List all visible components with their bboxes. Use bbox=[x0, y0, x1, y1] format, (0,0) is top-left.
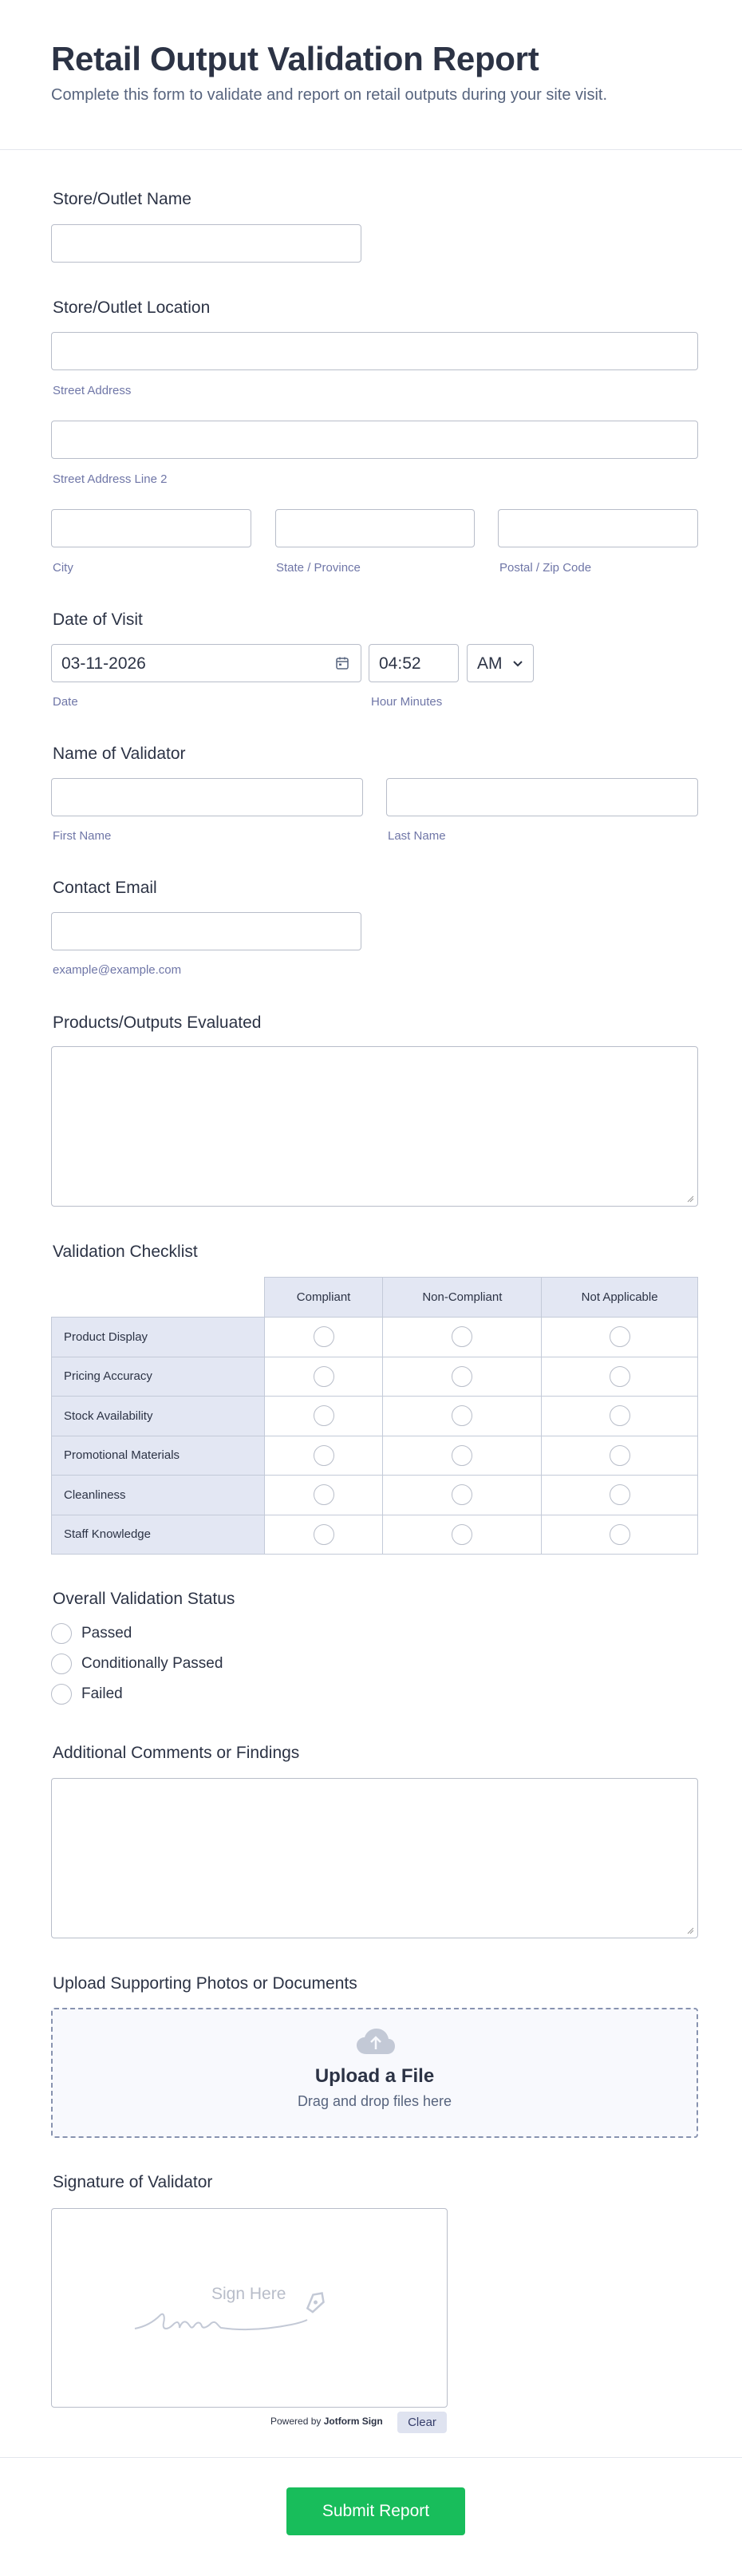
matrix-radio[interactable] bbox=[314, 1326, 334, 1347]
street-address-input[interactable] bbox=[51, 332, 698, 370]
footer-divider bbox=[0, 2457, 742, 2458]
powered-by-prefix: Powered by bbox=[270, 2416, 322, 2427]
products-textarea[interactable] bbox=[51, 1046, 698, 1207]
upload-hint: Drag and drop files here bbox=[297, 2093, 452, 2109]
matrix-row-label: Cleanliness bbox=[52, 1476, 265, 1515]
matrix-row bbox=[52, 1357, 698, 1397]
status-option-label: Passed bbox=[81, 1625, 132, 1642]
time-sublabel: Hour Minutes bbox=[371, 695, 443, 709]
location-label: Store/Outlet Location bbox=[53, 298, 211, 317]
matrix-col-not-applicable: Not Applicable bbox=[542, 1278, 698, 1318]
email-sublabel: example@example.com bbox=[53, 963, 182, 977]
matrix-radio[interactable] bbox=[452, 1405, 472, 1426]
matrix-radio[interactable] bbox=[610, 1484, 630, 1505]
state-input[interactable] bbox=[275, 509, 475, 547]
city-input[interactable] bbox=[51, 509, 251, 547]
calendar-icon[interactable] bbox=[335, 656, 349, 670]
ampm-select[interactable] bbox=[467, 644, 534, 682]
validator-name-label: Name of Validator bbox=[53, 745, 186, 763]
first-name-input[interactable] bbox=[51, 778, 363, 816]
matrix-radio[interactable] bbox=[610, 1524, 630, 1545]
matrix-radio[interactable] bbox=[314, 1405, 334, 1426]
resize-grip-icon[interactable] bbox=[686, 1926, 694, 1934]
status-radio[interactable] bbox=[51, 1684, 72, 1705]
email-input[interactable] bbox=[51, 912, 361, 950]
matrix-radio[interactable] bbox=[610, 1445, 630, 1466]
cloud-upload-icon bbox=[355, 2027, 397, 2056]
date-input[interactable] bbox=[51, 644, 361, 682]
status-option-label: Conditionally Passed bbox=[81, 1655, 223, 1672]
date-of-visit-label: Date of Visit bbox=[53, 610, 143, 629]
first-name-sublabel: First Name bbox=[53, 829, 112, 843]
matrix-row-label: Stock Availability bbox=[52, 1397, 265, 1436]
time-value: 04:52 bbox=[379, 654, 421, 673]
state-sublabel: State / Province bbox=[276, 561, 361, 575]
last-name-sublabel: Last Name bbox=[388, 829, 446, 843]
date-value: 03-11-2026 bbox=[61, 654, 146, 673]
last-name-input[interactable] bbox=[386, 778, 698, 816]
postal-code-sublabel: Postal / Zip Code bbox=[499, 561, 592, 575]
validation-matrix bbox=[51, 1277, 698, 1555]
matrix-row-label: Staff Knowledge bbox=[52, 1515, 265, 1555]
matrix-radio[interactable] bbox=[314, 1484, 334, 1505]
matrix-row bbox=[52, 1397, 698, 1436]
matrix-col-non-compliant: Non-Compliant bbox=[383, 1278, 542, 1318]
matrix-row-label: Product Display bbox=[52, 1318, 265, 1357]
date-sublabel: Date bbox=[53, 695, 78, 709]
matrix-row bbox=[52, 1436, 698, 1476]
status-label: Overall Validation Status bbox=[53, 1590, 235, 1608]
signature-placeholder: Sign Here bbox=[211, 2285, 286, 2303]
store-name-label: Store/Outlet Name bbox=[53, 190, 191, 208]
status-radio[interactable] bbox=[51, 1623, 72, 1644]
matrix-radio[interactable] bbox=[314, 1445, 334, 1466]
matrix-radio[interactable] bbox=[452, 1484, 472, 1505]
time-input[interactable] bbox=[369, 644, 459, 682]
status-option-failed[interactable] bbox=[51, 1684, 123, 1705]
matrix-corner bbox=[52, 1278, 265, 1318]
status-option-passed[interactable] bbox=[51, 1623, 132, 1644]
status-radio[interactable] bbox=[51, 1653, 72, 1674]
form-subtitle: Complete this form to validate and report on retail outputs during your site visit. bbox=[51, 86, 608, 104]
matrix-radio[interactable] bbox=[452, 1524, 472, 1545]
chevron-down-icon bbox=[512, 660, 523, 668]
city-sublabel: City bbox=[53, 561, 73, 575]
matrix-row bbox=[52, 1476, 698, 1515]
street-address-line2-sublabel: Street Address Line 2 bbox=[53, 472, 168, 486]
signature-scribble-icon bbox=[132, 2285, 371, 2341]
upload-title: Upload a File bbox=[314, 2065, 435, 2087]
form-title: Retail Output Validation Report bbox=[51, 40, 539, 77]
ampm-value: AM bbox=[477, 654, 503, 673]
matrix-radio[interactable] bbox=[610, 1405, 630, 1426]
street-address-sublabel: Street Address bbox=[53, 384, 132, 397]
status-option-label: Failed bbox=[81, 1685, 123, 1702]
header-divider bbox=[0, 149, 742, 150]
comments-label: Additional Comments or Findings bbox=[53, 1744, 300, 1762]
matrix-row-label: Pricing Accuracy bbox=[52, 1357, 265, 1397]
resize-grip-icon[interactable] bbox=[686, 1195, 694, 1203]
powered-by bbox=[270, 2416, 383, 2427]
matrix-row-label: Promotional Materials bbox=[52, 1436, 265, 1476]
matrix-radio[interactable] bbox=[314, 1524, 334, 1545]
status-option-conditionally-passed[interactable] bbox=[51, 1653, 223, 1674]
clear-signature-button[interactable]: Clear bbox=[397, 2412, 447, 2433]
powered-by-brand: Jotform Sign bbox=[323, 2416, 383, 2427]
postal-code-input[interactable] bbox=[498, 509, 698, 547]
submit-button[interactable]: Submit Report bbox=[286, 2487, 465, 2535]
matrix-row bbox=[52, 1515, 698, 1555]
matrix-radio[interactable] bbox=[314, 1366, 334, 1387]
store-name-input[interactable] bbox=[51, 224, 361, 263]
matrix-radio[interactable] bbox=[452, 1326, 472, 1347]
checklist-label: Validation Checklist bbox=[53, 1243, 198, 1261]
matrix-radio[interactable] bbox=[610, 1326, 630, 1347]
comments-textarea[interactable] bbox=[51, 1778, 698, 1938]
upload-label: Upload Supporting Photos or Documents bbox=[53, 1974, 357, 1993]
signature-pad[interactable] bbox=[51, 2208, 448, 2408]
products-label: Products/Outputs Evaluated bbox=[53, 1013, 262, 1032]
matrix-radio[interactable] bbox=[452, 1445, 472, 1466]
matrix-row bbox=[52, 1318, 698, 1357]
matrix-radio[interactable] bbox=[610, 1366, 630, 1387]
street-address-line2-input[interactable] bbox=[51, 421, 698, 459]
email-label: Contact Email bbox=[53, 879, 157, 897]
matrix-col-compliant: Compliant bbox=[264, 1278, 383, 1318]
matrix-radio[interactable] bbox=[452, 1366, 472, 1387]
signature-label: Signature of Validator bbox=[53, 2173, 213, 2191]
upload-dropzone[interactable] bbox=[51, 2008, 698, 2138]
